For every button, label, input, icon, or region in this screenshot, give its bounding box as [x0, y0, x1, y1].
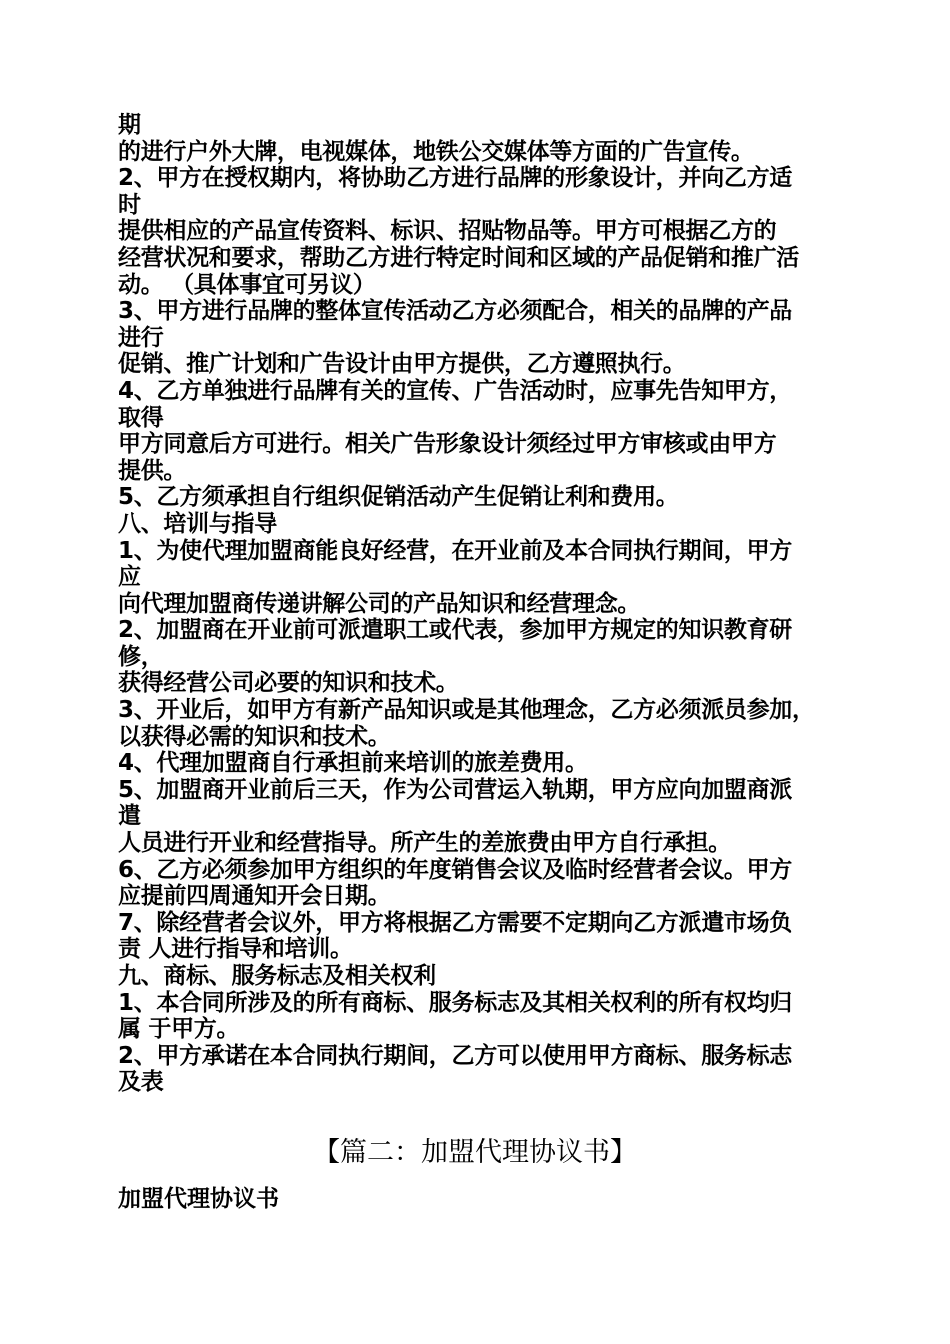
text-line: 进行 — [118, 324, 164, 351]
text-line: 及表 — [118, 1069, 164, 1096]
text-line: 7、除经营者会议外，甲方将根据乙方需要不定期向乙方派遣市场负 — [118, 909, 793, 936]
text-line: 属 于甲方。 — [118, 1016, 240, 1043]
text-line: 提供相应的产品宣传资料、标识、招贴物品等。甲方可根据乙方的 — [118, 218, 777, 245]
text-line: 2、甲方在授权期内，将协助乙方进行品牌的形象设计，并向乙方适 — [118, 165, 793, 192]
text-line: 以获得必需的知识和技术。 — [118, 723, 391, 750]
text-line: 经营状况和要求，帮助乙方进行特定时间和区域的产品促销和推广活 — [118, 244, 800, 271]
section-heading: 九、商标、服务标志及相关权利 — [118, 963, 436, 989]
text-line: 2、甲方承诺在本合同执行期间，乙方可以使用甲方商标、服务标志 — [118, 1042, 793, 1069]
text-line: 责 人进行指导和培训。 — [118, 936, 353, 963]
text-line: 提供。 — [118, 457, 187, 484]
text-line: 5、乙方须承担自行组织促销活动产生促销让利和费用。 — [118, 484, 679, 511]
chapter-title: 【篇二：加盟代理协议书】 — [313, 1137, 637, 1168]
text-line: 6、乙方必须参加甲方组织的年度销售会议及临时经营者会议。甲方 — [118, 856, 793, 883]
document-body — [118, 112, 858, 1096]
text-line: 2、加盟商在开业前可派遣职工或代表，参加甲方规定的知识教育研 — [118, 617, 793, 644]
section-heading: 八、培训与指导 — [118, 510, 277, 537]
text-line: 4、代理加盟商自行承担前来培训的旅差费用。 — [118, 750, 588, 777]
document-subtitle: 加盟代理协议书 — [118, 1186, 279, 1212]
text-line: 时 — [118, 191, 141, 218]
text-line: 的进行户外大牌，电视媒体，地铁公交媒体等方面的广告宣传。 — [118, 138, 754, 165]
text-line: 向代理加盟商传递讲解公司的产品知识和经营理念。 — [118, 590, 641, 617]
text-line: 应 — [118, 564, 141, 591]
text-line: 人员进行开业和经营指导。所产生的差旅费由甲方自行承担。 — [118, 830, 731, 857]
text-line: 1、本合同所涉及的所有商标、服务标志及其相关权利的所有权均归 — [118, 989, 793, 1016]
text-line: 遣 — [118, 803, 141, 830]
text-line: 获得经营公司必要的知识和技术。 — [118, 670, 459, 697]
text-line: 应提前四周通知开会日期。 — [118, 883, 391, 910]
text-line: 促销、推广计划和广告设计由甲方提供，乙方遵照执行。 — [118, 351, 686, 378]
text-line: 取得 — [118, 404, 164, 431]
text-line: 修， — [118, 643, 164, 670]
text-line: 5、加盟商开业前后三天，作为公司营运入轨期，甲方应向加盟商派 — [118, 776, 793, 803]
text-line: 3、甲方进行品牌的整体宣传活动乙方必须配合，相关的品牌的产品 — [118, 298, 793, 325]
text-line: 期 — [118, 112, 141, 138]
text-line: 甲方同意后方可进行。相关广告形象设计须经过甲方审核或由甲方 — [118, 431, 777, 458]
text-line: 动。 （具体事宜可另议） — [118, 271, 376, 298]
text-line: 3、开业后，如甲方有新产品知识或是其他理念，乙方必须派员参加， — [118, 697, 815, 724]
text-line: 1、为使代理加盟商能良好经营，在开业前及本合同执行期间，甲方 — [118, 537, 793, 564]
text-line: 4、乙方单独进行品牌有关的宣传、广告活动时，应事先告知甲方， — [118, 377, 793, 404]
